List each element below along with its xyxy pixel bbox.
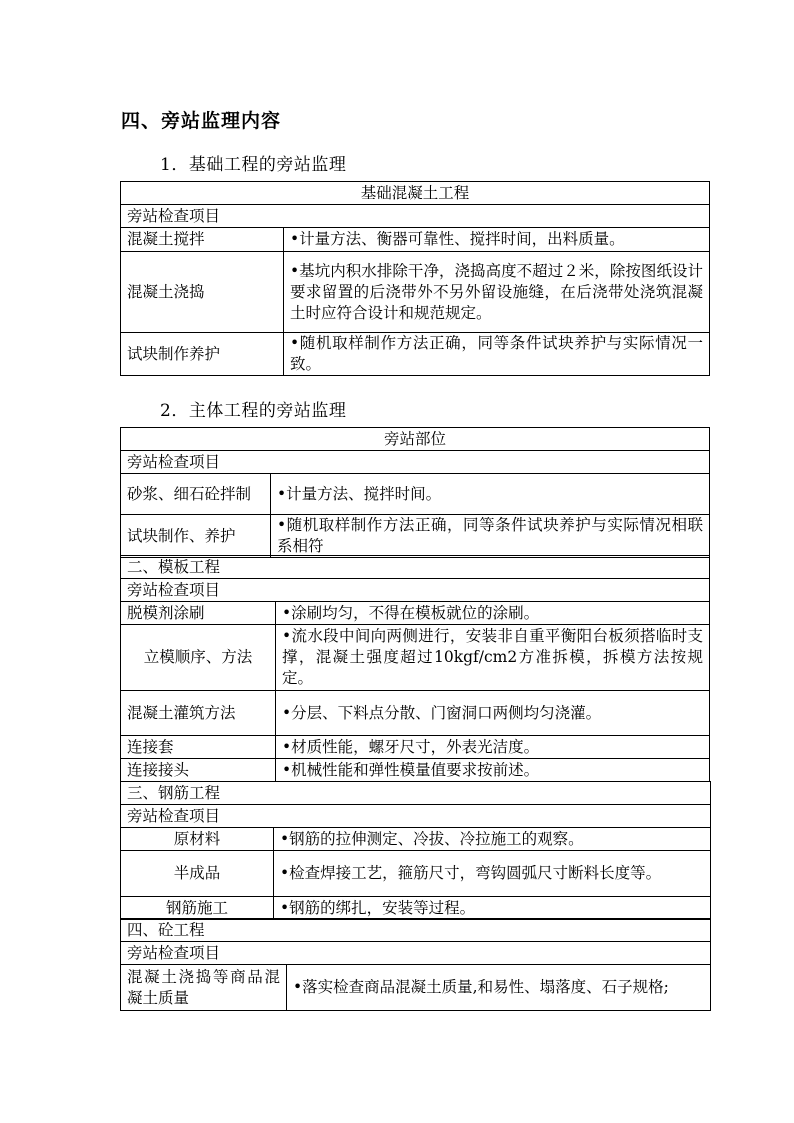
check-label-row xyxy=(121,579,710,602)
item-cell: 试块制作养护 xyxy=(121,333,284,376)
concrete-table xyxy=(120,918,711,1011)
detail-cell: •计量方法、搅拌时间。 xyxy=(271,474,710,515)
check-label-row xyxy=(121,451,710,474)
detail-cell: •材质性能，螺牙尺寸，外表光洁度。 xyxy=(276,736,710,759)
subsection-title-row xyxy=(121,919,711,942)
table-row xyxy=(121,515,710,558)
table-row xyxy=(121,602,710,625)
check-label: 旁站检查项目 xyxy=(121,942,711,965)
table-row xyxy=(121,965,711,1011)
table-row xyxy=(121,625,710,691)
check-label-row xyxy=(121,205,710,228)
subsection-title-row xyxy=(121,556,710,579)
item-cell: 立模顺序、方法 xyxy=(121,625,276,691)
table-row xyxy=(121,828,711,851)
table-row xyxy=(121,252,710,333)
section-heading: 四、旁站监理内容 xyxy=(121,110,282,132)
item-cell: 连接套 xyxy=(121,736,276,759)
rebar-title: 三、钢筋工程 xyxy=(121,782,711,805)
item-cell: 原材料 xyxy=(121,828,274,851)
item-cell: 连接接头 xyxy=(121,759,276,782)
item-cell: 试块制作、养护 xyxy=(121,515,271,558)
subsection-title-row xyxy=(121,782,711,805)
item-cell: 砂浆、细石砼拌制 xyxy=(121,474,271,515)
item-cell: 半成品 xyxy=(121,851,274,897)
detail-cell: •落实检查商品混凝土质量,和易性、塌落度、石子规格; xyxy=(287,965,711,1011)
item-cell: 混凝土浇捣等商品混凝土质量 xyxy=(121,965,287,1011)
check-label: 旁站检查项目 xyxy=(121,451,710,474)
check-label-row xyxy=(121,805,711,828)
table-title: 旁站部位 xyxy=(121,428,710,451)
table-row xyxy=(121,736,710,759)
detail-cell: •基坑内积水排除干净，浇捣高度不超过２米，除按图纸设计要求留置的后浇带外不另外留设施缝，在后浇带处浇筑混凝土时应符合设计和规范规定。 xyxy=(284,252,710,333)
detail-cell: •计量方法、衡器可靠性、搅拌时间，出料质量。 xyxy=(284,228,710,252)
detail-cell: •随机取样制作方法正确，同等条件试块养护与实际情况相联系相符 xyxy=(271,515,710,558)
detail-cell: •涂刷均匀，不得在模板就位的涂刷。 xyxy=(276,602,710,625)
main-structure-table xyxy=(120,427,710,558)
table-row xyxy=(121,759,710,782)
table-header-row xyxy=(121,428,710,451)
check-label: 旁站检查项目 xyxy=(121,805,711,828)
item-cell: 脱模剂涂刷 xyxy=(121,602,276,625)
detail-cell: •钢筋的绑扎，安装等过程。 xyxy=(274,897,711,920)
item-cell: 混凝土搅拌 xyxy=(121,228,284,252)
table-header-row xyxy=(121,182,710,205)
check-label: 旁站检查项目 xyxy=(121,579,710,602)
detail-cell: •检查焊接工艺，箍筋尺寸，弯钩圆弧尺寸断料长度等。 xyxy=(274,851,711,897)
section1-title: 1．基础工程的旁站监理 xyxy=(160,155,347,175)
detail-cell: •钢筋的拉伸测定、冷拔、冷拉施工的观察。 xyxy=(274,828,711,851)
detail-cell: •随机取样制作方法正确，同等条件试块养护与实际情况一致。 xyxy=(284,333,710,376)
table-row xyxy=(121,851,711,897)
table-row xyxy=(121,228,710,252)
foundation-table xyxy=(120,181,710,376)
formwork-title: 二、模板工程 xyxy=(121,556,710,579)
check-label: 旁站检查项目 xyxy=(121,205,710,228)
check-label-row xyxy=(121,942,711,965)
table-title: 基础混凝土工程 xyxy=(121,182,710,205)
detail-cell: •流水段中间向两侧进行，安装非自重平衡阳台板须搭临时支撑，混凝土强度超过10kgf/cm2方准拆模，拆模方法按规定。 xyxy=(276,625,710,691)
formwork-table xyxy=(120,555,710,782)
concrete-title: 四、砼工程 xyxy=(121,919,711,942)
table-row xyxy=(121,333,710,376)
section2-title: 2．主体工程的旁站监理 xyxy=(160,401,347,421)
table-row xyxy=(121,474,710,515)
table-row xyxy=(121,691,710,736)
rebar-table xyxy=(120,781,711,920)
table-row xyxy=(121,897,711,920)
detail-cell: •机械性能和弹性模量值要求按前述。 xyxy=(276,759,710,782)
item-cell: 混凝土浇捣 xyxy=(121,252,284,333)
detail-cell: •分层、下料点分散、门窗洞口两侧均匀浇灌。 xyxy=(276,691,710,736)
item-cell: 混凝土灌筑方法 xyxy=(121,691,276,736)
item-cell: 钢筋施工 xyxy=(121,897,274,920)
